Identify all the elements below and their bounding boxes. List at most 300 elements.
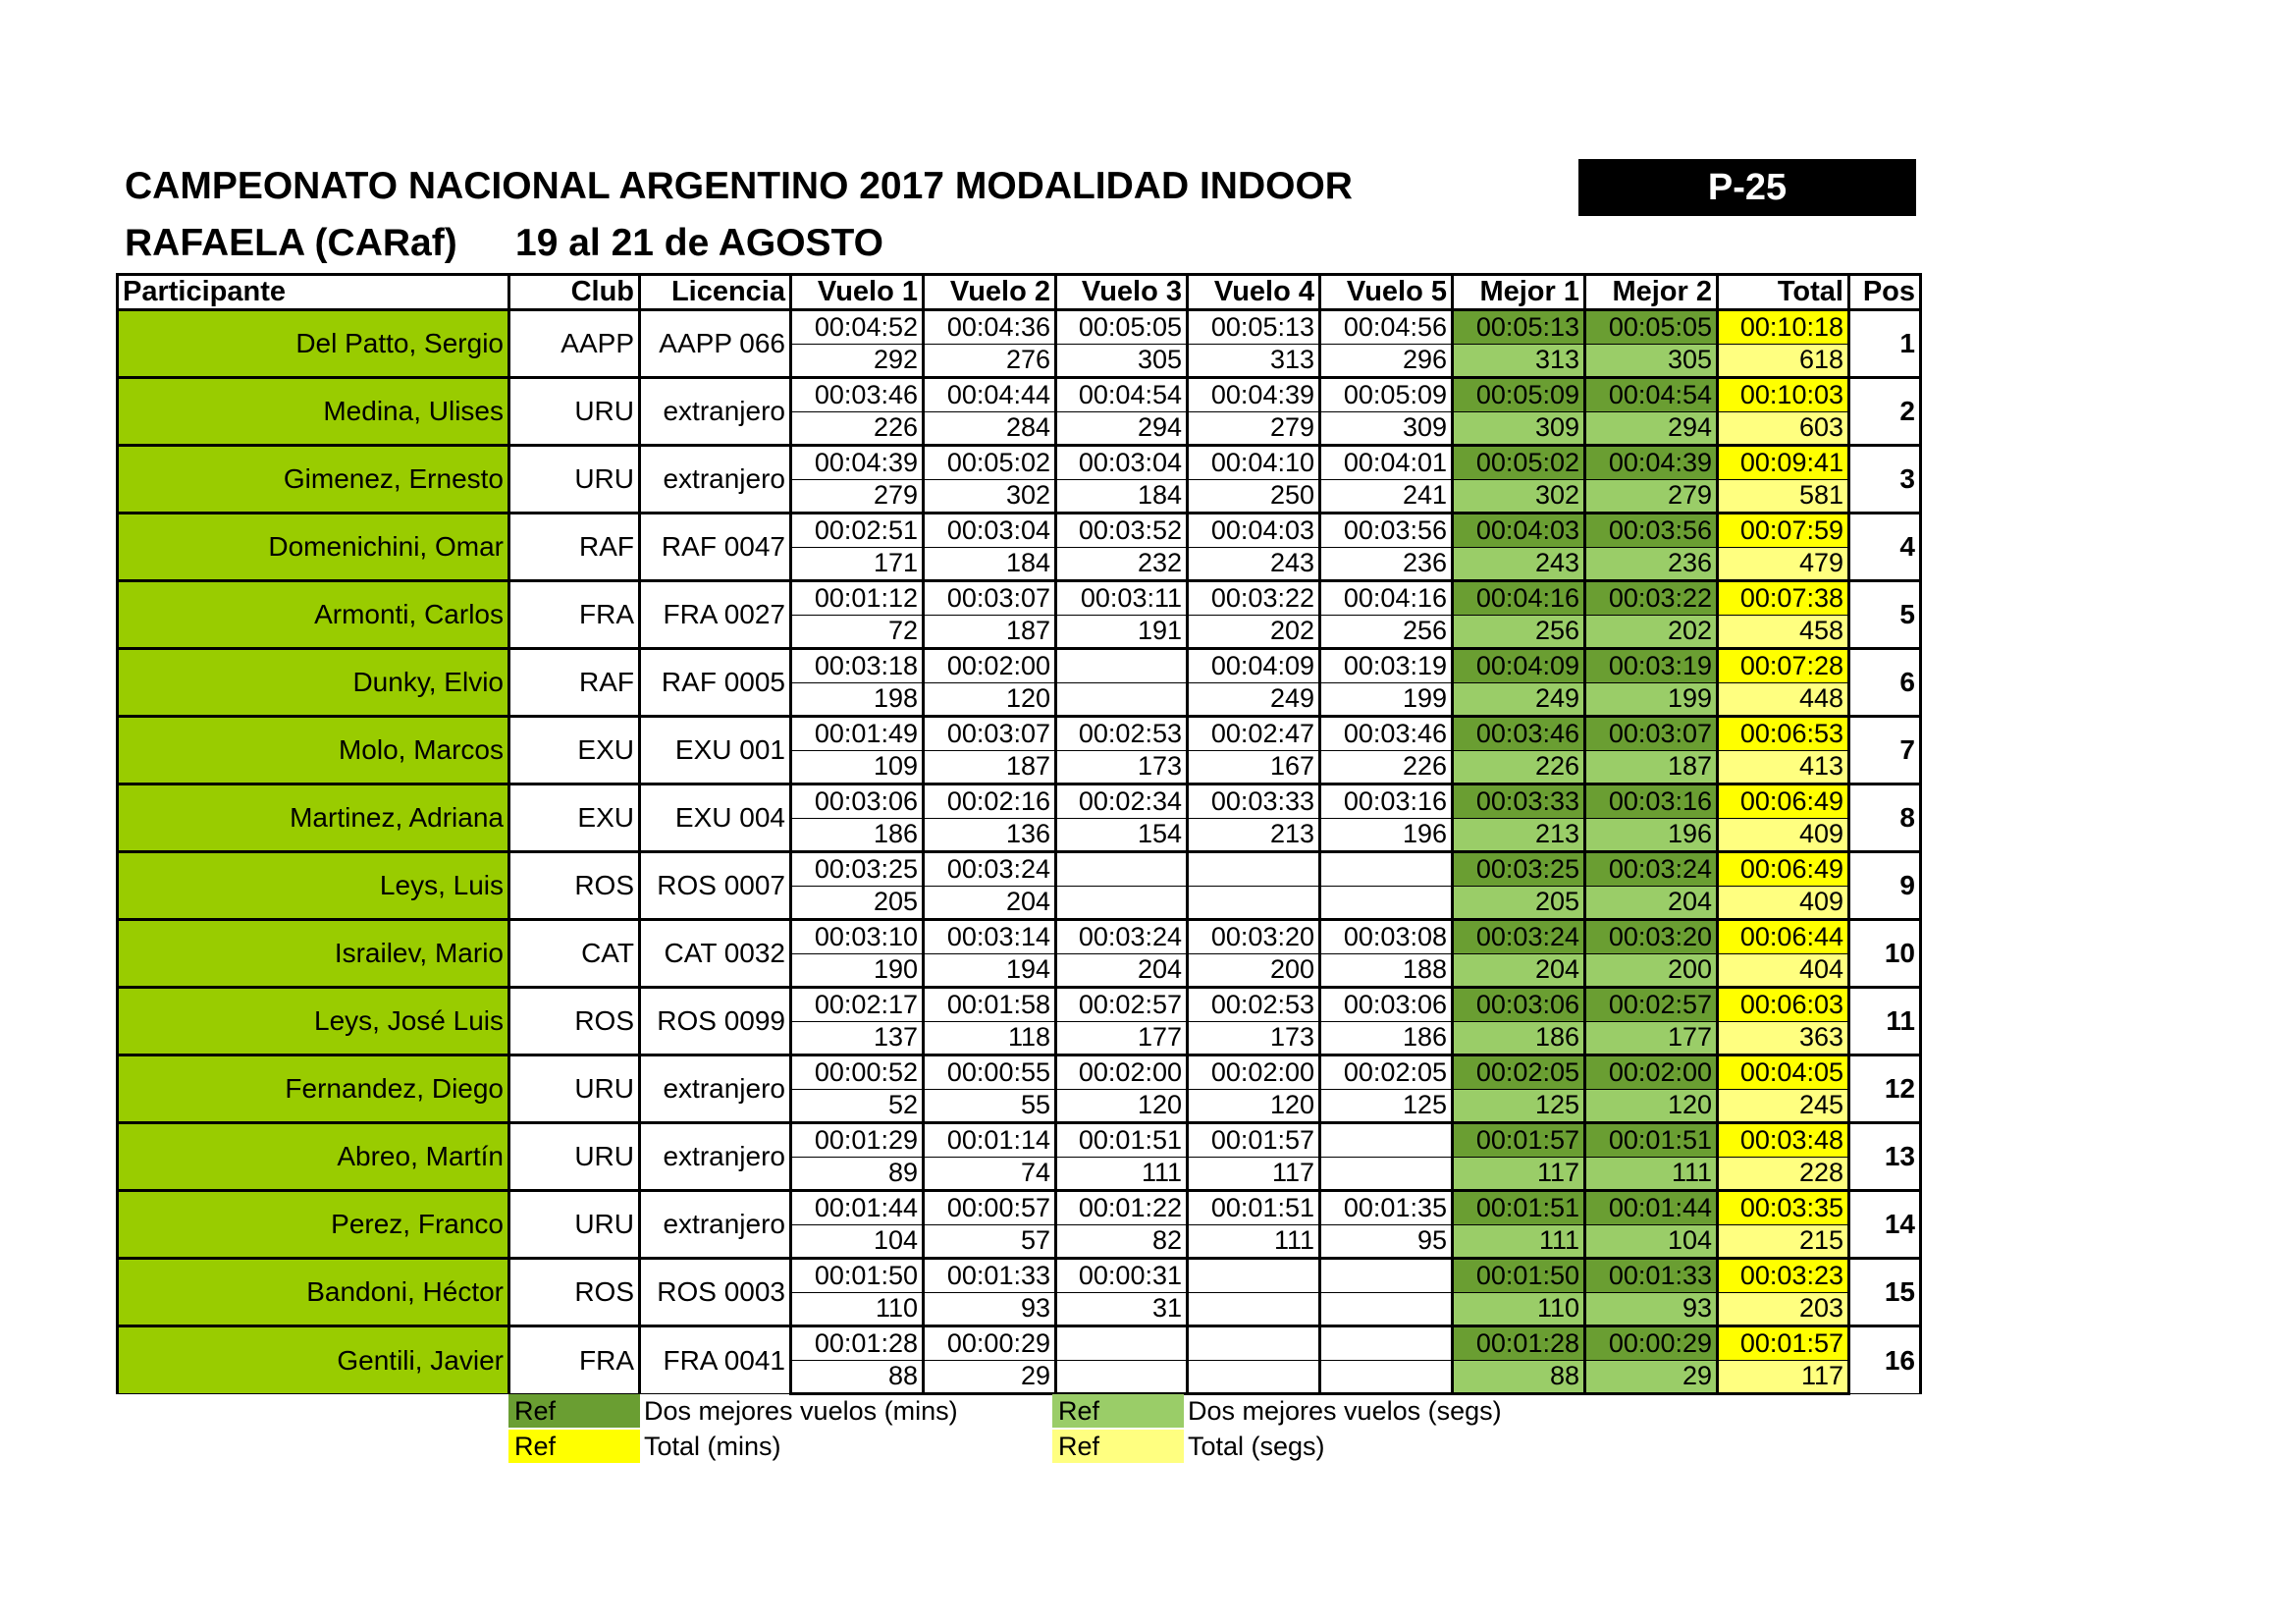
participant-name: Israilev, Mario [118,920,509,988]
flight-2-time: 00:03:07 [924,581,1056,616]
flight-4-time: 00:02:00 [1188,1055,1320,1090]
best-1-seconds: 88 [1453,1360,1585,1394]
participant-row-times [118,1259,1921,1293]
participant-row-times [118,1055,1921,1090]
participant-license: extranjero [640,1191,791,1259]
participant-name: Abreo, Martín [118,1123,509,1191]
best-1-seconds: 111 [1453,1224,1585,1259]
best-2-seconds: 202 [1585,615,1718,649]
participant-club: URU [509,1191,640,1259]
flight-2-time: 00:00:29 [924,1326,1056,1361]
participant-license: CAT 0032 [640,920,791,988]
total-seconds: 581 [1718,479,1849,514]
position: 1 [1849,310,1921,378]
flight-1-seconds: 88 [791,1360,924,1394]
participant-row-times [118,1191,1921,1225]
flight-2-seconds: 276 [924,344,1056,378]
position: 3 [1849,446,1921,514]
legend-swatch-total-secs: Ref [1052,1430,1184,1463]
flight-1-seconds: 226 [791,411,924,446]
participant-club: URU [509,446,640,514]
flight-3-time: 00:02:53 [1056,717,1188,751]
total-time: 00:09:41 [1718,446,1849,480]
flight-3-seconds: 177 [1056,1021,1188,1055]
best-2-time: 00:05:05 [1585,310,1718,345]
flight-1-time: 00:01:28 [791,1326,924,1361]
total-time: 00:07:59 [1718,514,1849,548]
flight-4-time: 00:02:47 [1188,717,1320,751]
participant-club: ROS [509,1259,640,1326]
total-seconds: 448 [1718,682,1849,717]
best-2-time: 00:01:33 [1585,1259,1718,1293]
best-2-seconds: 120 [1585,1089,1718,1123]
flight-4-time: 00:04:03 [1188,514,1320,548]
flight-5-seconds: 236 [1320,547,1453,581]
total-time: 00:03:35 [1718,1191,1849,1225]
flight-4-seconds: 249 [1188,682,1320,717]
best-1-seconds: 243 [1453,547,1585,581]
participant-row-times [118,1123,1921,1158]
flight-1-seconds: 52 [791,1089,924,1123]
best-1-time: 00:03:46 [1453,717,1585,751]
participant-name: Fernandez, Diego [118,1055,509,1123]
col-header-club: Club [509,275,640,310]
position: 14 [1849,1191,1921,1259]
total-time: 00:06:03 [1718,988,1849,1022]
flight-3-time: 00:01:51 [1056,1123,1188,1158]
position: 6 [1849,649,1921,717]
participant-name: Gentili, Javier [118,1326,509,1394]
flight-2-seconds: 187 [924,750,1056,784]
flight-5-time: 00:01:35 [1320,1191,1453,1225]
flight-3-seconds [1056,1360,1188,1394]
best-2-seconds: 199 [1585,682,1718,717]
best-2-time: 00:03:20 [1585,920,1718,954]
flight-2-seconds: 74 [924,1157,1056,1191]
total-seconds: 117 [1718,1360,1849,1394]
flight-3-time: 00:01:22 [1056,1191,1188,1225]
participant-license: ROS 0099 [640,988,791,1055]
flight-1-time: 00:03:06 [791,784,924,819]
participant-row-times [118,581,1921,616]
flight-1-seconds: 292 [791,344,924,378]
best-1-time: 00:05:13 [1453,310,1585,345]
best-1-time: 00:01:50 [1453,1259,1585,1293]
participant-row-times [118,988,1921,1022]
flight-4-time: 00:03:22 [1188,581,1320,616]
flight-2-time: 00:04:44 [924,378,1056,412]
flight-1-time: 00:01:49 [791,717,924,751]
flight-5-seconds: 95 [1320,1224,1453,1259]
participant-club: AAPP [509,310,640,378]
flight-4-seconds: 243 [1188,547,1320,581]
flight-5-seconds: 256 [1320,615,1453,649]
best-2-seconds: 111 [1585,1157,1718,1191]
flight-1-seconds: 110 [791,1292,924,1326]
flight-2-seconds: 302 [924,479,1056,514]
col-header-participante: Participante [118,275,509,310]
position: 2 [1849,378,1921,446]
total-time: 00:07:38 [1718,581,1849,616]
flight-4-seconds: 250 [1188,479,1320,514]
flight-2-seconds: 136 [924,818,1056,852]
participant-row-times [118,852,1921,887]
position: 15 [1849,1259,1921,1326]
flight-3-time: 00:00:31 [1056,1259,1188,1293]
flight-4-time: 00:01:57 [1188,1123,1320,1158]
flight-5-seconds: 309 [1320,411,1453,446]
flight-2-time: 00:01:33 [924,1259,1056,1293]
participant-club: CAT [509,920,640,988]
flight-5-seconds: 226 [1320,750,1453,784]
participant-license: EXU 004 [640,784,791,852]
best-1-time: 00:02:05 [1453,1055,1585,1090]
best-2-time: 00:04:39 [1585,446,1718,480]
col-header-vuelo-2: Vuelo 2 [924,275,1056,310]
participant-license: ROS 0003 [640,1259,791,1326]
col-header-vuelo-3: Vuelo 3 [1056,275,1188,310]
flight-1-time: 00:02:51 [791,514,924,548]
best-2-seconds: 294 [1585,411,1718,446]
participant-row-times [118,514,1921,548]
flight-5-time: 00:04:01 [1320,446,1453,480]
best-1-seconds: 226 [1453,750,1585,784]
total-seconds: 404 [1718,953,1849,988]
flight-5-time: 00:03:56 [1320,514,1453,548]
flight-5-seconds: 188 [1320,953,1453,988]
col-header-licencia: Licencia [640,275,791,310]
flight-5-time [1320,1326,1453,1361]
flight-3-time [1056,1326,1188,1361]
best-2-time: 00:03:22 [1585,581,1718,616]
flight-1-time: 00:03:18 [791,649,924,683]
flight-4-time: 00:04:10 [1188,446,1320,480]
flight-2-seconds: 29 [924,1360,1056,1394]
flight-5-seconds [1320,1157,1453,1191]
best-1-time: 00:03:33 [1453,784,1585,819]
total-time: 00:06:53 [1718,717,1849,751]
flight-3-time: 00:03:52 [1056,514,1188,548]
position: 4 [1849,514,1921,581]
col-header-total: Total [1718,275,1849,310]
best-2-time: 00:03:16 [1585,784,1718,819]
participant-name: Leys, José Luis [118,988,509,1055]
flight-2-seconds: 187 [924,615,1056,649]
flight-2-seconds: 184 [924,547,1056,581]
flight-2-time: 00:01:58 [924,988,1056,1022]
best-2-time: 00:00:29 [1585,1326,1718,1361]
flight-1-seconds: 186 [791,818,924,852]
participant-name: Del Patto, Sergio [118,310,509,378]
total-seconds: 409 [1718,886,1849,920]
best-2-seconds: 104 [1585,1224,1718,1259]
flight-3-seconds: 82 [1056,1224,1188,1259]
flight-3-seconds [1056,886,1188,920]
best-2-time: 00:02:00 [1585,1055,1718,1090]
flight-5-seconds: 199 [1320,682,1453,717]
participant-license: FRA 0027 [640,581,791,649]
flight-4-time: 00:05:13 [1188,310,1320,345]
best-1-time: 00:05:09 [1453,378,1585,412]
participant-license: extranjero [640,1055,791,1123]
flight-2-time: 00:00:57 [924,1191,1056,1225]
best-1-seconds: 125 [1453,1089,1585,1123]
flight-4-seconds: 120 [1188,1089,1320,1123]
flight-3-seconds: 111 [1056,1157,1188,1191]
flight-3-time: 00:02:00 [1056,1055,1188,1090]
position: 10 [1849,920,1921,988]
best-1-time: 00:04:16 [1453,581,1585,616]
flight-1-seconds: 198 [791,682,924,717]
participant-row-times [118,649,1921,683]
flight-4-time: 00:02:53 [1188,988,1320,1022]
position: 11 [1849,988,1921,1055]
flight-1-time: 00:00:52 [791,1055,924,1090]
flight-5-time: 00:03:19 [1320,649,1453,683]
best-2-time: 00:04:54 [1585,378,1718,412]
flight-1-seconds: 205 [791,886,924,920]
table-header-row [118,275,1921,310]
flight-1-seconds: 137 [791,1021,924,1055]
flight-5-time [1320,852,1453,887]
participant-name: Perez, Franco [118,1191,509,1259]
flight-3-time: 00:03:24 [1056,920,1188,954]
position: 16 [1849,1326,1921,1394]
total-seconds: 245 [1718,1089,1849,1123]
flight-2-time: 00:02:00 [924,649,1056,683]
flight-5-time: 00:03:06 [1320,988,1453,1022]
participant-name: Leys, Luis [118,852,509,920]
flight-3-seconds: 191 [1056,615,1188,649]
best-2-seconds: 305 [1585,344,1718,378]
participant-club: ROS [509,852,640,920]
participant-club: EXU [509,784,640,852]
best-1-time: 00:03:24 [1453,920,1585,954]
best-2-seconds: 196 [1585,818,1718,852]
flight-1-seconds: 104 [791,1224,924,1259]
category-code-badge: P-25 [1578,159,1916,216]
results-table [116,273,1922,1395]
flight-3-seconds: 31 [1056,1292,1188,1326]
flight-2-time: 00:00:55 [924,1055,1056,1090]
legend-swatch-total-mins: Ref [508,1430,640,1463]
participant-club: RAF [509,649,640,717]
event-dates: 19 al 21 de AGOSTO [515,222,883,264]
flight-2-seconds: 284 [924,411,1056,446]
participant-name: Medina, Ulises [118,378,509,446]
flight-2-seconds: 118 [924,1021,1056,1055]
flight-1-seconds: 72 [791,615,924,649]
flight-2-time: 00:02:16 [924,784,1056,819]
flight-3-time: 00:03:11 [1056,581,1188,616]
flight-4-seconds: 202 [1188,615,1320,649]
best-1-seconds: 313 [1453,344,1585,378]
col-header-vuelo-5: Vuelo 5 [1320,275,1453,310]
best-2-time: 00:01:44 [1585,1191,1718,1225]
best-1-seconds: 110 [1453,1292,1585,1326]
event-location: RAFAELA (CARaf) [125,222,457,264]
flight-1-seconds: 190 [791,953,924,988]
flight-5-time: 00:03:08 [1320,920,1453,954]
participant-row-times [118,378,1921,412]
flight-4-time [1188,1259,1320,1293]
flight-3-seconds: 184 [1056,479,1188,514]
flight-1-seconds: 89 [791,1157,924,1191]
flight-5-seconds: 241 [1320,479,1453,514]
total-seconds: 618 [1718,344,1849,378]
total-time: 00:03:23 [1718,1259,1849,1293]
participant-name: Armonti, Carlos [118,581,509,649]
best-1-seconds: 309 [1453,411,1585,446]
flight-5-time: 00:03:46 [1320,717,1453,751]
flight-1-seconds: 109 [791,750,924,784]
flight-2-time: 00:03:24 [924,852,1056,887]
flight-3-time: 00:04:54 [1056,378,1188,412]
flight-2-seconds: 204 [924,886,1056,920]
legend-swatch-best-mins: Ref [508,1394,640,1428]
flight-2-time: 00:03:14 [924,920,1056,954]
total-time: 00:01:57 [1718,1326,1849,1361]
flight-5-seconds [1320,886,1453,920]
best-1-seconds: 186 [1453,1021,1585,1055]
page-title: CAMPEONATO NACIONAL ARGENTINO 2017 MODALIDAD INDOOR [125,165,1353,207]
flight-4-time: 00:01:51 [1188,1191,1320,1225]
flight-2-time: 00:01:14 [924,1123,1056,1158]
best-1-time: 00:05:02 [1453,446,1585,480]
participant-club: URU [509,1055,640,1123]
best-2-time: 00:02:57 [1585,988,1718,1022]
participant-row-times [118,717,1921,751]
flight-3-seconds: 173 [1056,750,1188,784]
total-time: 00:04:05 [1718,1055,1849,1090]
participant-club: FRA [509,581,640,649]
legend-label-best-mins: Dos mejores vuelos (mins) [644,1396,958,1426]
flight-3-time: 00:05:05 [1056,310,1188,345]
best-2-seconds: 29 [1585,1360,1718,1394]
best-2-seconds: 236 [1585,547,1718,581]
participant-license: RAF 0047 [640,514,791,581]
flight-5-seconds: 296 [1320,344,1453,378]
participant-name: Gimenez, Ernesto [118,446,509,514]
flight-1-time: 00:03:46 [791,378,924,412]
flight-3-seconds: 120 [1056,1089,1188,1123]
best-1-time: 00:01:51 [1453,1191,1585,1225]
event-subtitle [125,222,883,265]
flight-5-time: 00:04:16 [1320,581,1453,616]
participant-row-times [118,920,1921,954]
total-time: 00:06:49 [1718,852,1849,887]
flight-1-time: 00:02:17 [791,988,924,1022]
flight-2-seconds: 93 [924,1292,1056,1326]
position: 7 [1849,717,1921,784]
flight-1-time: 00:01:44 [791,1191,924,1225]
flight-5-time: 00:04:56 [1320,310,1453,345]
best-2-seconds: 187 [1585,750,1718,784]
total-seconds: 603 [1718,411,1849,446]
best-1-seconds: 204 [1453,953,1585,988]
legend-swatch-best-secs: Ref [1052,1394,1184,1428]
flight-4-seconds: 117 [1188,1157,1320,1191]
total-seconds: 215 [1718,1224,1849,1259]
flight-4-seconds: 279 [1188,411,1320,446]
best-2-seconds: 279 [1585,479,1718,514]
best-2-seconds: 204 [1585,886,1718,920]
flight-1-time: 00:03:10 [791,920,924,954]
flight-3-seconds: 294 [1056,411,1188,446]
flight-3-seconds: 232 [1056,547,1188,581]
flight-4-time [1188,1326,1320,1361]
participant-club: ROS [509,988,640,1055]
participant-club: FRA [509,1326,640,1394]
best-1-time: 00:04:03 [1453,514,1585,548]
flight-2-seconds: 194 [924,953,1056,988]
flight-2-seconds: 55 [924,1089,1056,1123]
flight-3-time: 00:02:57 [1056,988,1188,1022]
flight-5-time: 00:02:05 [1320,1055,1453,1090]
flight-3-time: 00:03:04 [1056,446,1188,480]
best-2-seconds: 93 [1585,1292,1718,1326]
participant-name: Dunky, Elvio [118,649,509,717]
total-seconds: 409 [1718,818,1849,852]
participant-name: Martinez, Adriana [118,784,509,852]
position: 13 [1849,1123,1921,1191]
flight-4-time: 00:04:39 [1188,378,1320,412]
participant-name: Bandoni, Héctor [118,1259,509,1326]
flight-1-time: 00:03:25 [791,852,924,887]
flight-5-seconds [1320,1360,1453,1394]
position: 9 [1849,852,1921,920]
total-seconds: 363 [1718,1021,1849,1055]
position: 12 [1849,1055,1921,1123]
legend-label-total-secs: Total (segs) [1188,1432,1325,1461]
participant-name: Domenichini, Omar [118,514,509,581]
flight-4-seconds: 313 [1188,344,1320,378]
flight-5-seconds: 186 [1320,1021,1453,1055]
flight-3-time [1056,649,1188,683]
participant-license: RAF 0005 [640,649,791,717]
best-1-seconds: 205 [1453,886,1585,920]
flight-1-time: 00:01:50 [791,1259,924,1293]
flight-4-seconds: 173 [1188,1021,1320,1055]
legend-label-total-mins: Total (mins) [644,1432,781,1461]
total-time: 00:10:03 [1718,378,1849,412]
flight-5-seconds: 196 [1320,818,1453,852]
flight-1-time: 00:01:12 [791,581,924,616]
best-1-time: 00:03:25 [1453,852,1585,887]
flight-4-seconds: 200 [1188,953,1320,988]
total-time: 00:03:48 [1718,1123,1849,1158]
participant-club: EXU [509,717,640,784]
flight-3-seconds: 305 [1056,344,1188,378]
flight-4-time [1188,852,1320,887]
participant-license: AAPP 066 [640,310,791,378]
total-time: 00:06:49 [1718,784,1849,819]
flight-5-time [1320,1259,1453,1293]
flight-2-seconds: 57 [924,1224,1056,1259]
participant-club: URU [509,1123,640,1191]
best-2-time: 00:03:07 [1585,717,1718,751]
participant-license: extranjero [640,446,791,514]
total-time: 00:06:44 [1718,920,1849,954]
flight-1-time: 00:04:39 [791,446,924,480]
flight-2-time: 00:05:02 [924,446,1056,480]
best-2-time: 00:03:24 [1585,852,1718,887]
flight-4-seconds: 213 [1188,818,1320,852]
position: 5 [1849,581,1921,649]
flight-4-seconds: 111 [1188,1224,1320,1259]
best-1-seconds: 256 [1453,615,1585,649]
total-seconds: 228 [1718,1157,1849,1191]
